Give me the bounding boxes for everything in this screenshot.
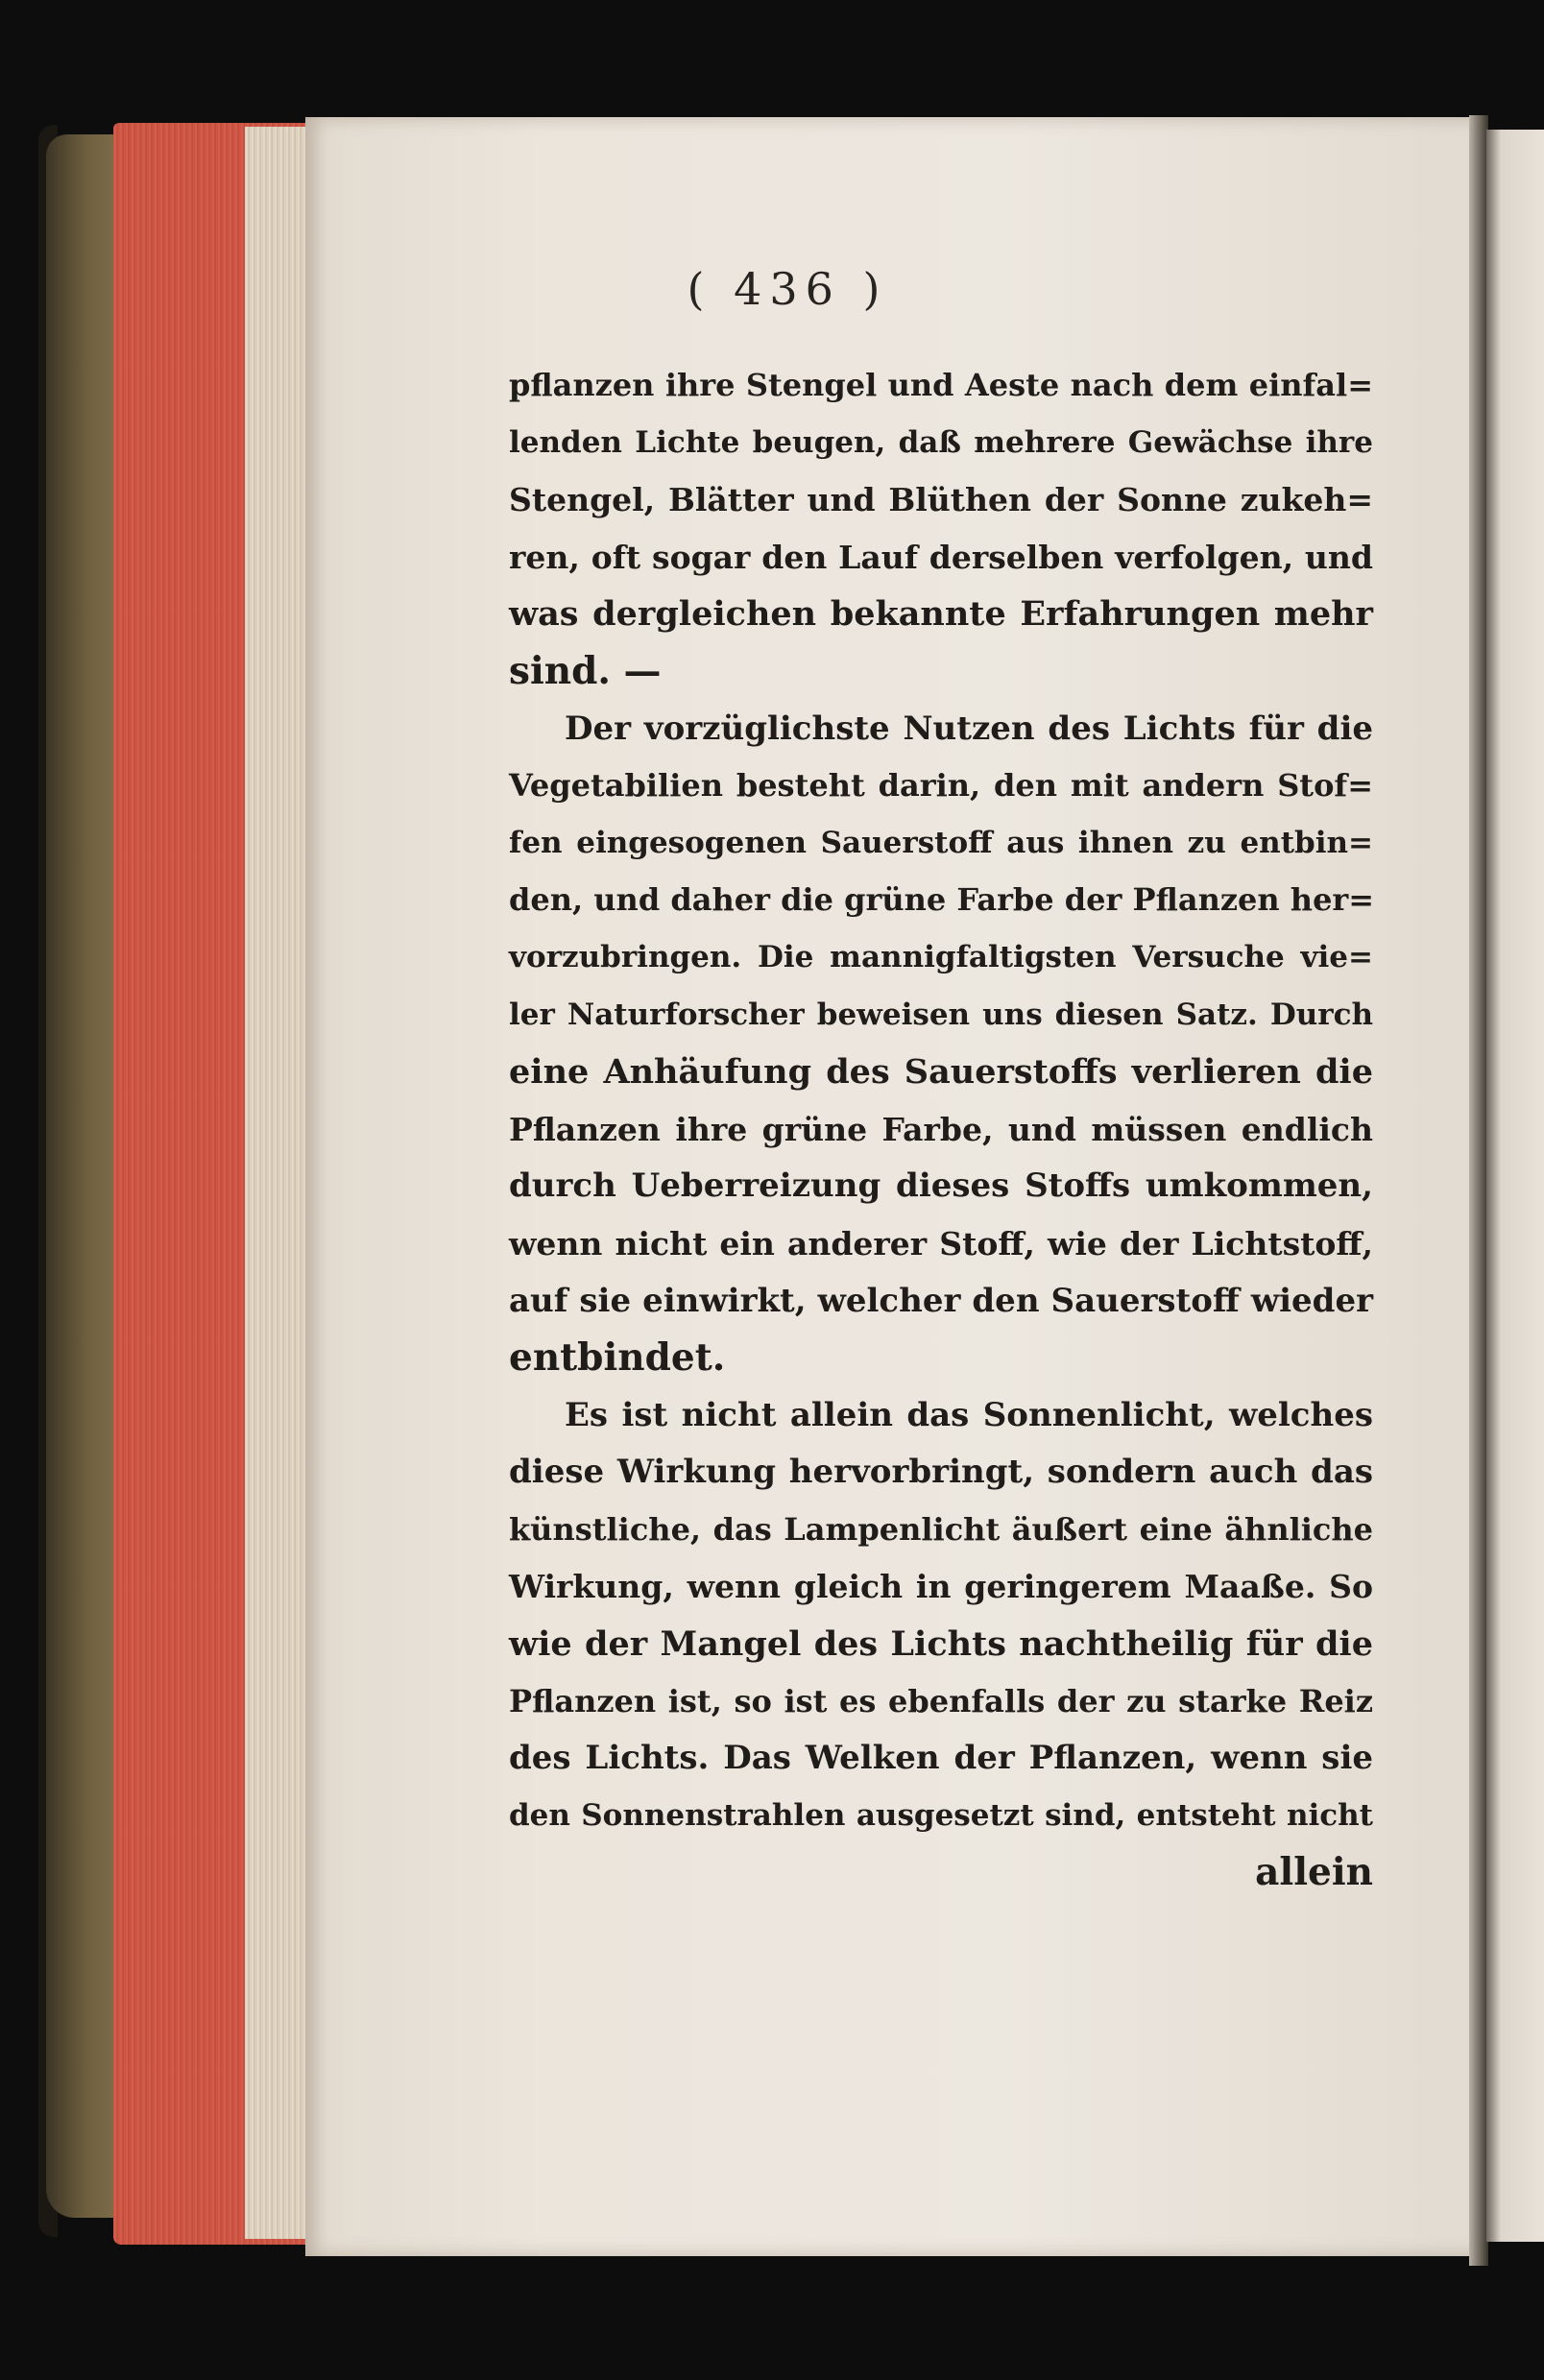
text-line: diese Wirkung hervorbringt, sondern auch das (509, 1453, 1373, 1492)
text-line: wie der Mangel des Lichts nachtheilig für die (509, 1624, 1373, 1665)
text-line: pflanzen ihre Stengel und Aeste nach dem einfal= (509, 367, 1373, 403)
facing-page-edge (1486, 130, 1544, 2242)
page-text (509, 357, 1373, 1902)
text-line: Wirkung, wenn gleich in geringerem Maaße. So (509, 1568, 1373, 1606)
text-line: auf sie einwirkt, welcher den Sauerstoff wieder (509, 1281, 1373, 1320)
text-line: Stengel, Blätter und Blüthen der Sonne zukeh= (509, 481, 1373, 519)
text-line: ler Naturforscher beweisen uns diesen Satz. Durch (509, 997, 1373, 1032)
text-line: entbindet. (509, 1335, 726, 1381)
text-line: den Sonnenstrahlen ausgesetzt sind, entsteht nicht (509, 1797, 1373, 1833)
text-line: Vegetabilien besteht darin, den mit andern Stof= (509, 767, 1373, 805)
text-line: fen eingesogenen Sauerstoff aus ihnen zu entbin= (509, 825, 1373, 860)
text-line: sind. — (509, 648, 662, 693)
text-line: ren, oft sogar den Lauf derselben verfolgen, und (509, 538, 1373, 576)
text-line: Pflanzen ihre grüne Farbe, und müssen endlich (509, 1110, 1373, 1148)
text-line: was dergleichen bekannte Erfahrungen mehr (509, 594, 1373, 635)
text-line: Es ist nicht allein das Sonnenlicht, welches (565, 1395, 1373, 1434)
text-line: Pflanzen ist, so ist es ebenfalls der zu starke Reiz (509, 1682, 1373, 1719)
text-line: durch Ueberreizung dieses Stoffs umkommen, (509, 1166, 1373, 1206)
page-number: ( 436 ) (687, 263, 888, 315)
book-gutter (1469, 115, 1488, 2266)
text-line: lenden Lichte beugen, daß mehrere Gewächse ihre (509, 424, 1373, 460)
catchword: allein (1255, 1850, 1373, 1895)
text-line: wenn nicht ein anderer Stoff, wie der Lichtstoff, (509, 1224, 1373, 1262)
text-line: den, und daher die grüne Farbe der Pflanzen her= (509, 881, 1375, 919)
text-line: vorzubringen. Die mannigfaltigsten Versuche vie= (509, 939, 1373, 974)
text-line: künstliche, das Lampenlicht äußert eine ähnliche (509, 1510, 1373, 1548)
text-line: des Lichts. Das Welken der Pflanzen, wenn sie (509, 1739, 1373, 1778)
text-line: Der vorzüglichste Nutzen des Lichts für die (565, 709, 1373, 748)
text-line: eine Anhäufung des Sauerstoffs verlieren die (509, 1052, 1373, 1093)
